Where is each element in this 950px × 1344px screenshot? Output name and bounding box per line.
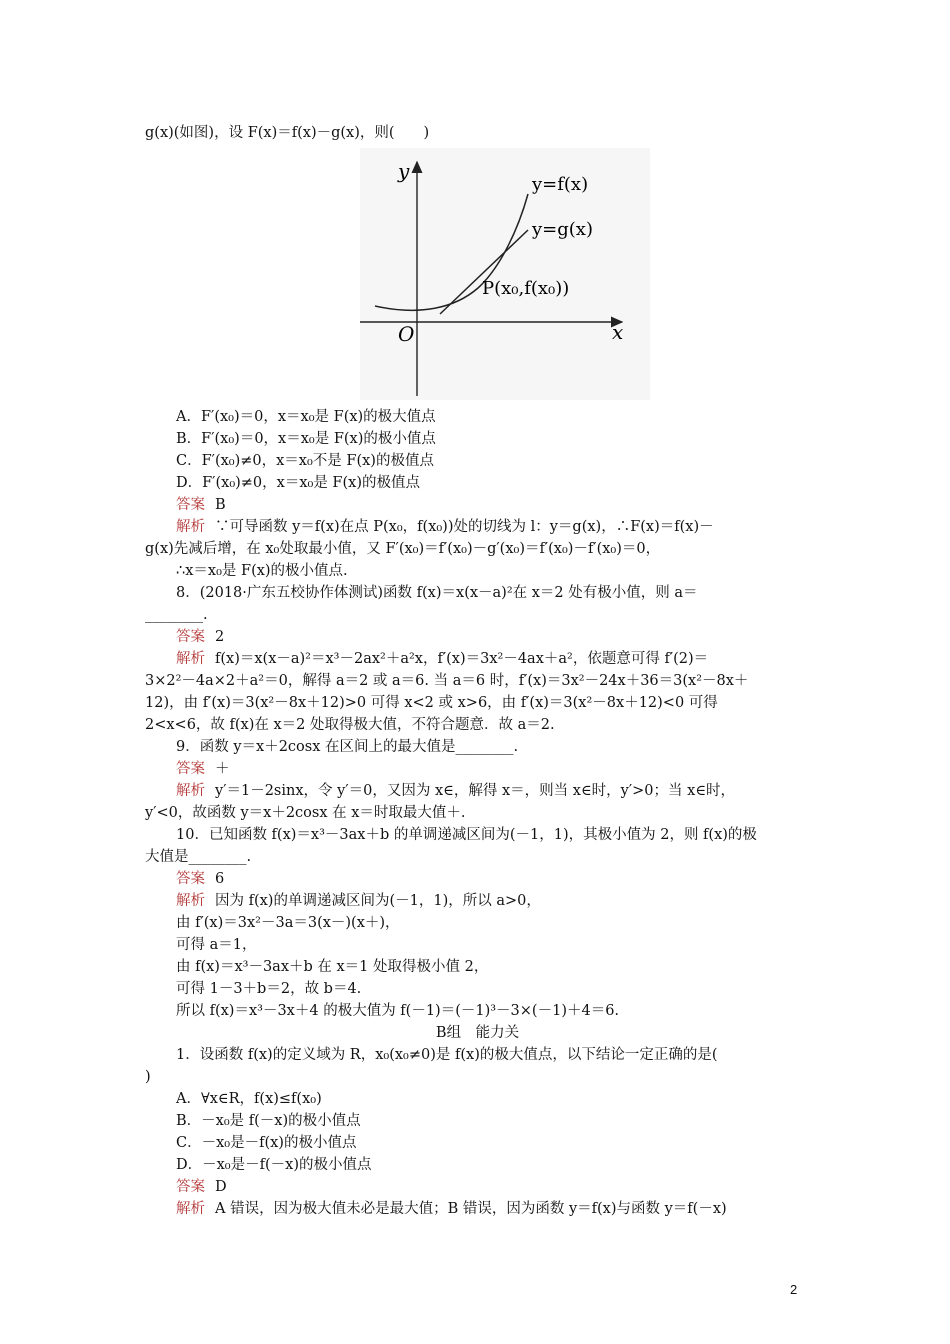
q9-analysis-2: y′<0，故函数 y＝x＋2cosx 在 x＝时取最大值＋. bbox=[145, 805, 466, 821]
b1-analysis-1: A 错误，因为极大值未必是最大值；B 错误，因为函数 y＝f(x)与函数 y＝f(－x) bbox=[215, 1201, 727, 1217]
b1-question-1: 1．设函数 f(x)的定义域为 R，x₀(x₀≠0)是 f(x)的极大值点，以下结论一定正确的是( bbox=[176, 1047, 718, 1063]
answer-label: 答案 bbox=[176, 761, 205, 777]
q7-answer: B bbox=[215, 497, 226, 513]
q10-analysis-5: 可得 1－3＋b＝2，故 b＝4. bbox=[176, 981, 362, 997]
q8-analysis-2: 3×2²－4a×2＋a²＝0，解得 a＝2 或 a＝6. 当 a＝6 时，f′(x)＝3x²－24x＋36＝3(x²－8x＋ bbox=[145, 673, 749, 689]
q8-analysis-3: 12)，由 f′(x)＝3(x²－8x＋12)>0 可得 x<2 或 x>6，由 f′(x)＝3(x²－8x＋12)<0 可得 bbox=[145, 695, 718, 711]
function-graph-figure bbox=[360, 148, 650, 400]
q10-question-1: 10．已知函数 f(x)＝x³－3ax＋b 的单调递减区间为(－1，1)，其极小值为 2，则 f(x)的极 bbox=[176, 827, 757, 843]
answer-label: 答案 bbox=[176, 497, 205, 513]
tangent-line-g bbox=[440, 230, 528, 314]
q7-analysis-2: g(x)先减后增，在 x₀处取最小值，又 F′(x₀)＝f′(x₀)－g′(x₀)＝f′(x₀)－f′(x₀)＝0， bbox=[145, 541, 661, 557]
q10-question-2: 大值是________. bbox=[145, 849, 252, 865]
b1-option-d: D．－x₀是－f(－x)的极小值点 bbox=[176, 1157, 372, 1173]
q9-analysis-line bbox=[176, 780, 841, 802]
section-heading: B组 能力关 bbox=[435, 1025, 520, 1041]
option-a: A．F′(x₀)＝0，x＝x₀是 F(x)的极大值点 bbox=[176, 409, 436, 425]
option-b: B．F′(x₀)＝0，x＝x₀是 F(x)的极小值点 bbox=[176, 431, 436, 447]
label-p: P(x₀,f(x₀)) bbox=[482, 278, 570, 299]
b1-option-b: B．－x₀是 f(－x)的极小值点 bbox=[176, 1113, 361, 1129]
answer-label: 答案 bbox=[176, 871, 205, 887]
q7-answer-line bbox=[176, 494, 841, 516]
option-d: D．F′(x₀)≠0，x＝x₀是 F(x)的极值点 bbox=[176, 475, 420, 491]
b1-analysis-line bbox=[176, 1198, 841, 1220]
q9-analysis-1: y′＝1－2sinx，令 y′＝0，又因为 x∈，解得 x＝，则当 x∈时，y′>0；当 x∈时， bbox=[215, 783, 736, 799]
q7-analysis-3: ∴x＝x₀是 F(x)的极小值点. bbox=[176, 563, 348, 579]
analysis-label: 解析 bbox=[176, 519, 205, 535]
q8-question-2: ________. bbox=[145, 607, 208, 623]
q10-answer-line bbox=[176, 868, 841, 890]
page-number: 2 bbox=[790, 1282, 798, 1297]
q10-analysis-1: 因为 f(x)的单调递减区间为(－1，1)，所以 a>0， bbox=[215, 893, 541, 909]
x-axis-label: x bbox=[612, 320, 624, 344]
q10-analysis-6: 所以 f(x)＝x³－3x＋4 的极大值为 f(－1)＝(－1)³－3×(－1)＋4＝6. bbox=[176, 1003, 620, 1019]
q9-answer-line bbox=[176, 758, 841, 780]
label-g: y=g(x) bbox=[532, 219, 593, 240]
b1-option-c: C．－x₀是－f(x)的极小值点 bbox=[176, 1135, 357, 1151]
b1-option-a: A．∀x∈R，f(x)≤f(x₀) bbox=[176, 1091, 322, 1107]
q10-analysis-line bbox=[176, 890, 841, 912]
q9-answer: ＋ bbox=[215, 761, 230, 777]
q8-analysis-1: f(x)＝x(x－a)²＝x³－2ax²＋a²x，f′(x)＝3x²－4ax＋a²，依题意可得 f′(2)＝ bbox=[215, 651, 709, 667]
answer-label: 答案 bbox=[176, 1179, 205, 1195]
q10-analysis-3: 可得 a＝1， bbox=[176, 937, 257, 953]
b1-question-2: ) bbox=[145, 1069, 151, 1085]
q8-question-1: 8．(2018·广东五校协作体测试)函数 f(x)＝x(x－a)²在 x＝2 处有极小值，则 a＝ bbox=[176, 585, 698, 601]
analysis-label: 解析 bbox=[176, 783, 205, 799]
q7-analysis-1: ∵可导函数 y＝f(x)在点 P(x₀，f(x₀))处的切线为 l：y＝g(x)，∴F(x)＝f(x)－ bbox=[215, 519, 714, 535]
origin-label: O bbox=[398, 322, 415, 346]
analysis-label: 解析 bbox=[176, 1201, 205, 1217]
b1-answer-line bbox=[176, 1176, 841, 1198]
q10-analysis-2: 由 f′(x)＝3x²－3a＝3(x－)(x＋)， bbox=[176, 915, 400, 931]
q8-answer-line bbox=[176, 626, 841, 648]
question-intro: g(x)(如图)，设 F(x)＝f(x)－g(x)，则( ) bbox=[145, 125, 430, 141]
y-axis-label: y bbox=[398, 159, 410, 183]
q8-answer: 2 bbox=[215, 629, 225, 645]
analysis-label: 解析 bbox=[176, 651, 205, 667]
q10-answer: 6 bbox=[215, 871, 225, 887]
option-c: C．F′(x₀)≠0，x＝x₀不是 F(x)的极值点 bbox=[176, 453, 434, 469]
analysis-label: 解析 bbox=[176, 893, 205, 909]
b1-answer: D bbox=[215, 1179, 227, 1195]
q10-analysis-4: 由 f(x)＝x³－3ax＋b 在 x＝1 处取得极小值 2， bbox=[176, 959, 489, 975]
q8-analysis-line bbox=[176, 648, 841, 670]
answer-label: 答案 bbox=[176, 629, 205, 645]
q9-question: 9．函数 y＝x＋2cosx 在区间上的最大值是________. bbox=[176, 739, 519, 755]
q7-analysis-line bbox=[176, 516, 841, 538]
q8-analysis-4: 2<x<6，故 f(x)在 x＝2 处取得极大值，不符合题意．故 a＝2. bbox=[145, 717, 555, 733]
label-f: y=f(x) bbox=[532, 174, 589, 195]
